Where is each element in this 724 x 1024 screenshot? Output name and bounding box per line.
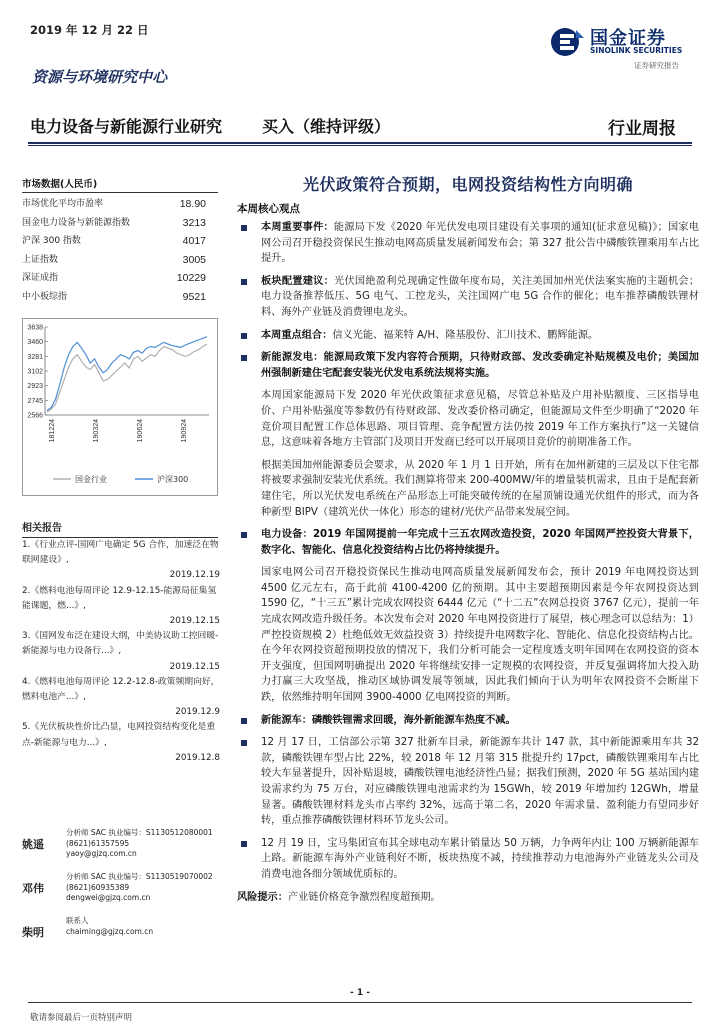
- paragraph: 根据美国加州能源委员会要求，从 2020 年 1 月 1 日开始，所有在加州新建的三层及以下住宅都将被要求强制安装光伏系统。我们测算将带来 200-400MW/年的增量装机需求，且由于是配套新建住宅，所以光伏发电系统在产品形态上可能突破传统的在屋顶铺设通光伏组件的形式，而为各种新型 BIPV（建筑光伏一体化）形态的建材/光伏产品带来发展空间。: [261, 459, 699, 518]
- market-row: 深证成指 10229: [22, 272, 206, 284]
- market-row: 中小板综指 9521: [22, 290, 206, 303]
- paragraph: 新能源车：磷酸铁锂需求回暖，海外新能源车热度不减。: [237, 713, 699, 729]
- report-tag: 证券研究报告: [634, 61, 679, 70]
- related-report-item[interactable]: 3.《国网发布泛在建设大纲，中美协议助工控回暖-新能源与电力设备行...》, 2019.12.15: [22, 631, 220, 672]
- industry-title: 电力设备与新能源行业研究: [30, 117, 223, 136]
- related-report-item[interactable]: 4.《燃料电池每周评论 12.2-12.8-政策频期向好，燃料电池产...》, 2019.12.9: [22, 676, 220, 718]
- paragraph: 本周重要事件：能源局下发《2020 年光伏发电项目建设有关事项的通知(征求意见稿)》；国家电网公司召开稳投资保民生推动电网高质量发展新闻发布会；第 327 批公告中磷酸铁锂乘用车占比提升。: [237, 220, 699, 267]
- y-tick-label: 3102: [27, 368, 43, 376]
- series-line: [47, 337, 207, 411]
- y-tick-label: 3638: [27, 324, 43, 332]
- disclaimer: 敬请参阅最后一页特别声明: [30, 1013, 133, 1023]
- y-tick-label: 3460: [27, 339, 43, 347]
- analyst-info: 分析师 SAC 执业编号：S1130519070002 (8621)60935389 dengwei@gjzq.com.cn: [66, 872, 213, 902]
- header-divider-thin: [28, 145, 692, 146]
- y-tick-label: 3281: [27, 353, 43, 361]
- paragraph: 12 月 19 日，宝马集团宣布其全球电动车累计销量达 50 万辆，力争两年内让 100 万辆新能源车上路。新能源车海外产业链利好不断，板块热度不减，持续推荐动力电池海外产业链龙头公司及消费电池各细分领域优质标的。: [237, 836, 699, 883]
- header-divider: [28, 142, 692, 144]
- paragraph: 12 月 17 日，工信部公示第 327 批新车目录，新能源车共计 147 款，其中新能源乘用车共 32 款，磷酸铁锂车型占比 22%，较 2018 年 12 月第 315 批提升约 17pct，磷酸铁锂乘用车占比较大车显著提升，因补贴退坡，磷酸铁锂电池经济性凸显；据我们预测，2020 年 5G 基站国内建设需求约为 75 万台，对应磷酸铁锂电池需求约为 15GWh，较 2019 年增加约 12GWh，增量显著。磷酸铁锂材料龙头市占率约 32%，远高于第二名，2020 年需求量、盈利能力有望同步好转，重点推荐磷酸铁锂材料环节龙头公司。: [237, 735, 699, 829]
- paragraph: 风险提示：产业链价格竞争激烈程度超预期。: [237, 891, 441, 903]
- main-content: [237, 172, 699, 912]
- market-data-title: 市场数据(人民币): [22, 176, 218, 193]
- brand-name-en: SINOLINK SECURITIES: [590, 46, 683, 55]
- x-tick-label: 190924: [181, 419, 188, 443]
- paragraph: 板块配置建议：光伏国絶盈利兑现确定性做年度布局，关注美国加州光伏法案实施的主题机会；电力设备推荐低压、5G 电气、工控龙头，关注国网广电 5G 合作的催化；电车推荐磷酸铁锂材料、海外产业链及消费锂电龙头。: [237, 274, 699, 321]
- market-data-rows: [22, 195, 218, 306]
- related-reports-list: [22, 538, 222, 766]
- y-tick-label: 2566: [27, 412, 43, 420]
- paragraph: 本周国家能源局下发 2020 年光伏政策征求意见稿，尽管总补贴及户用补贴额度、三区指导电价、户用补贴强度等参数仍有待财政部、发改委价格司确定，但能源局文件至少明确了“2020 年竞价项目配置工作总体思路、项目管理、竞争配置方法仍按 2019 年工作方案执行”这一关键信息，这意味着各地方主管部门及项目开发商已经可以开展项目竞价的前期准备工作。: [261, 390, 699, 449]
- paragraph: 本周重点组合：信义光能、福莱特 A/H、隆基股份、汇川技术、鹏辉能源。: [237, 328, 699, 344]
- main-title: 光伏政策符合预期，电网投资结构性方向明确: [302, 175, 633, 194]
- analyst-name: 柴明: [22, 926, 44, 939]
- analyst-name: 邓伟: [22, 882, 44, 895]
- square-bullet-icon: [241, 718, 247, 724]
- y-tick-label: 2923: [27, 383, 43, 391]
- analyst-name: 姚遥: [22, 838, 44, 851]
- x-tick-label: 190324: [93, 419, 100, 443]
- square-bullet-icon: [241, 279, 247, 285]
- square-bullet-icon: [241, 740, 247, 746]
- market-row: 市场优化平均市盈率 18.90: [22, 198, 206, 210]
- report-date: 2019 年 12 月 22 日: [30, 23, 149, 37]
- rating: 买入（维持评级）: [262, 117, 391, 136]
- analysts-panel: [22, 828, 222, 960]
- market-row: 上证指数 3005: [22, 253, 206, 266]
- index-chart: [22, 318, 218, 496]
- sinolink-logo-icon: [548, 26, 586, 58]
- square-bullet-icon: [241, 532, 247, 538]
- series-line: [47, 344, 207, 412]
- related-report-item[interactable]: 5.《光伏板块性价比凸显，电网投资结构变化是重点-新能源与电力...》, 2019.12.8: [22, 722, 220, 763]
- brand-name-cn: 国金证券: [590, 28, 666, 49]
- market-data-panel: [22, 176, 218, 306]
- x-tick-label: 181224: [49, 419, 56, 443]
- paragraph: 电力设备：2019 年国网提前一年完成十三五农网改造投资，2020 年国网严控投资大背景下，数字化、智能化、信息化投资结构占比仍将持续提升。: [237, 527, 699, 558]
- y-tick-label: 2745: [27, 397, 43, 405]
- square-bullet-icon: [241, 333, 247, 339]
- footer-divider: [28, 1002, 692, 1003]
- related-reports-title: 相关报告: [22, 519, 218, 538]
- paragraphs: [237, 220, 699, 905]
- market-row: 国金电力设备与新能源指数 3213: [22, 216, 206, 229]
- analyst: [22, 872, 222, 916]
- square-bullet-icon: [241, 841, 247, 847]
- analyst: [22, 828, 222, 872]
- analyst: [22, 916, 222, 960]
- research-center: 资源与环境研究中心: [32, 68, 168, 86]
- paragraph: 新能源发电：能源局政策下发内容符合预期，只待财政部、发改委确定补贴规模及电价；美国加州强制新建住宅配套安装光伏发电系统法规将实施。: [237, 350, 699, 381]
- legend-label: 国金行业: [75, 475, 107, 484]
- related-report-item[interactable]: 1.《行业点评-国网广电确定 5G 合作，加速泛在物联网建设》, 2019.12.19: [22, 540, 220, 581]
- x-tick-label: 190624: [137, 419, 144, 443]
- page-number: - 1 -: [350, 988, 370, 998]
- square-bullet-icon: [241, 355, 247, 361]
- analyst-info: 联系人 chaiming@gjzq.com.cn: [66, 916, 154, 936]
- index-chart-svg: [23, 319, 217, 495]
- legend-label: 沪深300: [157, 475, 189, 484]
- related-report-item[interactable]: 2.《燃料电池每周评论 12.9-12.15-能源局征集氢能课题，燃...》, 2019.12.15: [22, 585, 220, 627]
- core-views-heading: 本周核心观点: [237, 203, 300, 215]
- market-row: 沪深 300 指数 4017: [22, 235, 206, 247]
- square-bullet-icon: [241, 225, 247, 231]
- paragraph: 国家电网公司召开稳投资保民生推动电网高质量发展新闻发布会，预计 2019 年电网投资达到 4500 亿元左右，高于此前 4100-4200 亿的预期。其中主要超预期因素是今年农网投资达到 1590 亿，“十三五”累计完成农网投资 6444 亿元（“十二五”农网总投资 3767 亿元），提前一年完成农网改造升级任务。本次发布会对 2020 年电网投资进行了展望，核心理念可以总结为：1）严控投资规模 2）杜绝低效无效益投资 3）持续提升电网数字化、智能化、信息化投资结构占比。在今年农网投资超预期投放的情况下，我们分析可能会一定程度透支明年国网在农网投资的资本开支强度，但国网明确提出 2020 年将继续安排一定规模的农网投资，并反复强调将加大投入助力打赢三大攻坚战，推动区域协调发展等领域，因此我们倾向于认为明年农网投资不会断崖下跌，依然维持明年国网 3900-4000 亿电网投资的判断。: [261, 567, 699, 704]
- analyst-info: 分析师 SAC 执业编号：S1130512080001 (8621)61357595 yaoy@gjzq.com.cn: [66, 828, 213, 858]
- report-type: 行业周报: [608, 119, 676, 139]
